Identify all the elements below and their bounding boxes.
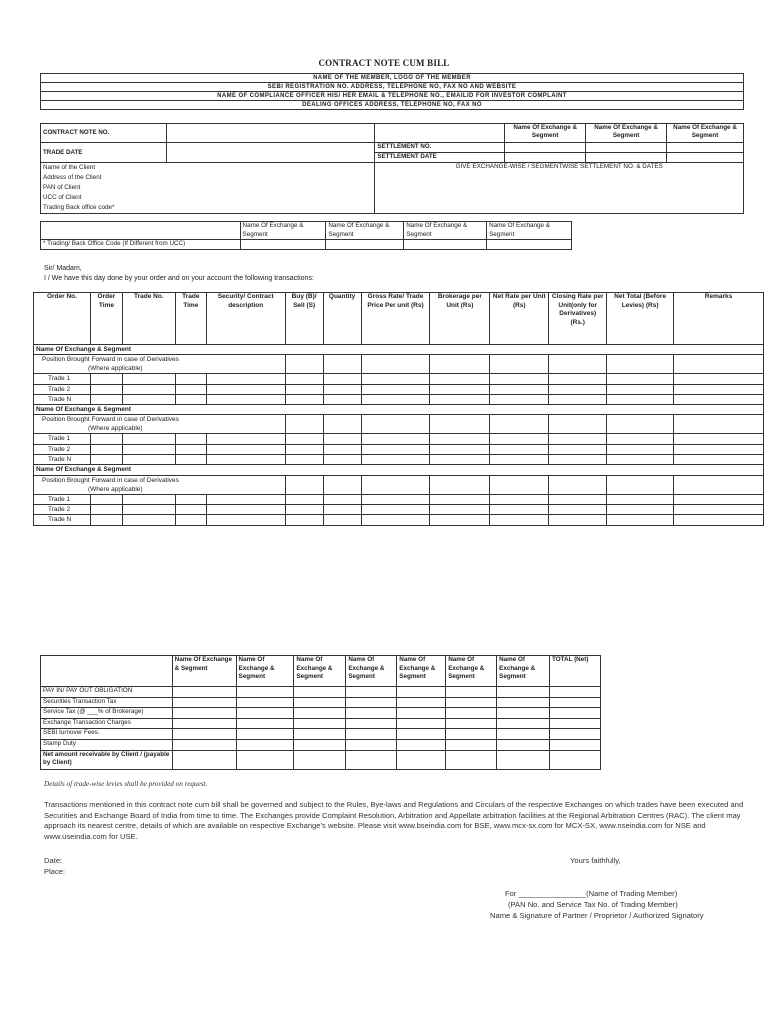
- table-cell[interactable]: [346, 708, 397, 719]
- table-cell[interactable]: [122, 444, 175, 454]
- table-cell[interactable]: [430, 355, 490, 374]
- legal-paragraph: Transactions mentioned in this contract note cum bill shall be governed and subject to the Rules, Bye-laws and Regulations and Circulars of the respective Exchanges on which trades have been executed and Securities and Exchange Board of India from time to time. The Exchanges provide Complaint Resolution, Arbitration and Appellate arbitration facilities at the Regional Arbitration Centres (RAC). The client may approach its nearest centre, details of which are available on respective Exchange’s website. Please visit www.bseindia.com for BSE, www.mcx-sx.com for MCX-SX, www.nseindia.com for NSE and www.useindia.com for USE.: [44, 800, 744, 841]
- trade-label: Trade 2: [34, 384, 91, 394]
- table-cell[interactable]: [549, 394, 607, 404]
- position-label-sub: (Where applicable): [88, 485, 143, 493]
- table-cell[interactable]: [490, 444, 549, 454]
- table-cell[interactable]: [397, 697, 446, 708]
- table-cell[interactable]: [549, 455, 607, 465]
- segment-row: [34, 405, 764, 415]
- table-cell[interactable]: [490, 355, 549, 374]
- exchange-header: Name Of Exchange & Segment: [240, 222, 326, 240]
- table-cell[interactable]: [90, 434, 122, 444]
- trade-row: [34, 504, 764, 514]
- obligation-label: Exchange Transaction Charges: [41, 718, 173, 729]
- settlement-note: GIVE EXCHANGE-WISE / SEGMENTWISE SETTLEMENT NO. & DATES: [375, 163, 744, 214]
- position-label-line: Position Brought Forward in case of Derivatives: [42, 356, 179, 364]
- table-cell[interactable]: [361, 444, 430, 454]
- exchange-header: Name Of Exchange & Segment: [505, 124, 586, 143]
- table-cell[interactable]: [549, 415, 607, 434]
- table-cell[interactable]: [607, 475, 674, 494]
- exchange-header: Name Of Exchange & Segment: [446, 656, 497, 687]
- table-cell[interactable]: [285, 475, 323, 494]
- table-cell[interactable]: [430, 504, 490, 514]
- table-cell[interactable]: [172, 739, 236, 750]
- table-cell[interactable]: [607, 415, 674, 434]
- position-label-line: Position Brought Forward in case of Derivatives: [42, 476, 179, 484]
- trade-label: Trade N: [34, 455, 91, 465]
- table-cell[interactable]: [90, 515, 122, 525]
- table-cell[interactable]: [285, 494, 323, 504]
- table-cell[interactable]: [607, 504, 674, 514]
- trade-row: [34, 394, 764, 404]
- column-header: Closing Rate per Unit(only for Derivatives) (Rs.): [549, 293, 607, 345]
- signature-line-1: For ________________(Name of Trading Member): [505, 889, 678, 898]
- column-header: Gross Rate/ Trade Price Per unit (Rs): [361, 293, 430, 345]
- table-cell[interactable]: [549, 434, 607, 444]
- details-note: Details of trade-wise levies shall be provided on request.: [44, 780, 208, 788]
- column-header: Net Total (Before Levies) (Rs): [607, 293, 674, 345]
- table-cell[interactable]: [90, 494, 122, 504]
- table-cell[interactable]: [285, 415, 323, 434]
- trade-label: Trade 2: [34, 444, 91, 454]
- table-cell[interactable]: [430, 475, 490, 494]
- table-cell[interactable]: [172, 729, 236, 740]
- table-cell[interactable]: [172, 708, 236, 719]
- header-line: SEBI REGISTRATION NO. ADDRESS, TELEPHONE NO, FAX NO AND WEBSITE: [41, 83, 744, 92]
- table-cell[interactable]: [236, 729, 294, 740]
- table-cell[interactable]: [175, 374, 206, 384]
- table-cell[interactable]: [294, 718, 346, 729]
- table-cell[interactable]: [122, 494, 175, 504]
- table-cell[interactable]: [497, 687, 550, 698]
- backoffice-code-footnote: * Trading/ Back Office Code (If Different from UCC): [41, 240, 241, 250]
- table-cell[interactable]: [122, 384, 175, 394]
- obligation-row: [41, 697, 601, 708]
- table-cell[interactable]: [397, 718, 446, 729]
- table-cell[interactable]: [236, 718, 294, 729]
- column-header: Brokerage per Unit (Rs): [430, 293, 490, 345]
- trading-backoffice-code-label: Trading Back office code*: [43, 204, 115, 211]
- table-cell[interactable]: [497, 718, 550, 729]
- table-cell[interactable]: [236, 739, 294, 750]
- table-cell[interactable]: [175, 394, 206, 404]
- table-cell[interactable]: [430, 515, 490, 525]
- table-cell[interactable]: [549, 515, 607, 525]
- trade-label: Trade N: [34, 394, 91, 404]
- contract-info-table: [40, 123, 744, 214]
- table-cell[interactable]: [446, 708, 497, 719]
- table-cell[interactable]: [122, 504, 175, 514]
- trade-label: Trade 1: [34, 434, 91, 444]
- signature-line-3: Name & Signature of Partner / Proprietor / Authorized Signatory: [490, 911, 704, 920]
- column-header: Trade Time: [175, 293, 206, 345]
- exchange-header: Name Of Exchange & Segment: [404, 222, 487, 240]
- table-cell[interactable]: [346, 739, 397, 750]
- table-cell[interactable]: [490, 394, 549, 404]
- header-line: NAME OF THE MEMBER, LOGO OF THE MEMBER: [41, 74, 744, 83]
- salutation: Sir/ Madam,: [44, 265, 82, 272]
- table-cell[interactable]: [323, 434, 361, 444]
- trade-date-value[interactable]: [166, 143, 375, 163]
- table-cell[interactable]: [122, 374, 175, 384]
- table-cell[interactable]: [674, 475, 764, 494]
- table-cell[interactable]: [446, 697, 497, 708]
- table-cell[interactable]: [172, 687, 236, 698]
- client-details: [41, 163, 375, 214]
- table-cell[interactable]: [361, 455, 430, 465]
- table-cell[interactable]: [497, 697, 550, 708]
- table-cell[interactable]: [122, 434, 175, 444]
- table-cell[interactable]: [446, 739, 497, 750]
- table-cell[interactable]: [446, 687, 497, 698]
- table-cell[interactable]: [122, 515, 175, 525]
- table-cell[interactable]: [206, 515, 285, 525]
- position-brought-forward-label: [34, 415, 286, 434]
- table-cell[interactable]: [549, 475, 607, 494]
- segment-row: [34, 465, 764, 475]
- table-cell[interactable]: [361, 355, 430, 374]
- settlement-date-label: SETTLEMENT DATE: [375, 153, 505, 163]
- segment-label: Name Of Exchange & Segment: [34, 345, 764, 355]
- trades-header-row: [34, 293, 764, 345]
- table-cell[interactable]: [285, 434, 323, 444]
- table-cell[interactable]: [175, 444, 206, 454]
- table-cell[interactable]: [323, 444, 361, 454]
- table-cell[interactable]: [90, 455, 122, 465]
- table-cell[interactable]: [361, 494, 430, 504]
- table-cell[interactable]: [90, 394, 122, 404]
- trade-row: [34, 384, 764, 394]
- table-cell[interactable]: [175, 494, 206, 504]
- contract-note-no-label: CONTRACT NOTE NO.: [41, 124, 167, 143]
- position-brought-forward-label: [34, 355, 286, 374]
- table-cell[interactable]: [397, 739, 446, 750]
- table-cell[interactable]: [122, 455, 175, 465]
- table-cell[interactable]: [175, 504, 206, 514]
- table-cell[interactable]: [361, 475, 430, 494]
- position-row: [34, 415, 764, 434]
- table-cell[interactable]: [674, 515, 764, 525]
- client-ucc-label: UCC of Client: [43, 194, 82, 201]
- table-cell[interactable]: [607, 444, 674, 454]
- table-cell[interactable]: [323, 384, 361, 394]
- exchange-header: Name Of Exchange & Segment: [294, 656, 346, 687]
- table-cell[interactable]: [206, 434, 285, 444]
- table-cell[interactable]: [674, 455, 764, 465]
- table-cell[interactable]: [550, 697, 601, 708]
- table-cell[interactable]: [206, 444, 285, 454]
- exchange-header: Name Of Exchange & Segment: [172, 656, 236, 687]
- trade-row: [34, 515, 764, 525]
- table-cell[interactable]: [294, 708, 346, 719]
- contract-note-no-value[interactable]: [166, 124, 375, 143]
- table-cell[interactable]: [90, 384, 122, 394]
- net-amount-label: Net amount receivable by Client / (payable by Client): [41, 750, 173, 769]
- table-cell[interactable]: [361, 504, 430, 514]
- table-cell[interactable]: [90, 444, 122, 454]
- column-header: Remarks: [674, 293, 764, 345]
- table-cell[interactable]: [294, 739, 346, 750]
- table-cell[interactable]: [607, 374, 674, 384]
- position-label-sub: (Where applicable): [88, 365, 143, 373]
- client-name-label: Name of the Client: [43, 164, 96, 171]
- table-cell[interactable]: [607, 384, 674, 394]
- table-cell[interactable]: [490, 434, 549, 444]
- table-cell[interactable]: [323, 504, 361, 514]
- table-cell[interactable]: [285, 355, 323, 374]
- backoffice-code-table: [40, 221, 572, 250]
- table-cell[interactable]: [172, 697, 236, 708]
- table-cell[interactable]: [346, 687, 397, 698]
- trade-row: [34, 374, 764, 384]
- table-cell[interactable]: [550, 687, 601, 698]
- table-cell[interactable]: [285, 374, 323, 384]
- table-cell[interactable]: [294, 687, 346, 698]
- position-label-line: Position Brought Forward in case of Derivatives: [42, 416, 179, 424]
- intro-text: I / We have this day done by your order and on your account the following transactions:: [44, 275, 314, 282]
- column-header: Order No.: [34, 293, 91, 345]
- table-cell[interactable]: [346, 729, 397, 740]
- table-cell[interactable]: [323, 415, 361, 434]
- table-cell[interactable]: [361, 374, 430, 384]
- obligation-label: Service Tax (@ ___% of Brokerage): [41, 708, 173, 719]
- table-cell[interactable]: [323, 394, 361, 404]
- trade-label: Trade 1: [34, 374, 91, 384]
- header-line: DEALING OFFICES ADDRESS, TELEPHONE NO, FAX NO: [41, 101, 744, 110]
- table-cell[interactable]: [674, 444, 764, 454]
- table-cell[interactable]: [294, 729, 346, 740]
- column-header: Buy (B)/ Sell (S): [285, 293, 323, 345]
- table-cell[interactable]: [323, 374, 361, 384]
- table-cell[interactable]: [550, 708, 601, 719]
- table-cell[interactable]: [550, 729, 601, 740]
- column-header: Order Time: [90, 293, 122, 345]
- position-label-sub: (Where applicable): [88, 425, 143, 433]
- table-cell[interactable]: [361, 515, 430, 525]
- obligation-row: [41, 739, 601, 750]
- member-header-table: [40, 73, 744, 110]
- obligation-row: [41, 729, 601, 740]
- table-cell[interactable]: [397, 687, 446, 698]
- table-cell[interactable]: [285, 394, 323, 404]
- exchange-header: Name Of Exchange & Segment: [236, 656, 294, 687]
- table-cell[interactable]: [206, 394, 285, 404]
- table-cell[interactable]: [674, 415, 764, 434]
- table-cell[interactable]: [206, 494, 285, 504]
- table-cell[interactable]: [175, 434, 206, 444]
- table-cell[interactable]: [285, 384, 323, 394]
- blank-cell: [375, 124, 505, 143]
- table-cell[interactable]: [490, 415, 549, 434]
- table-cell[interactable]: [206, 504, 285, 514]
- table-cell[interactable]: [430, 384, 490, 394]
- table-cell[interactable]: [206, 455, 285, 465]
- obligation-table: [40, 655, 601, 770]
- table-cell[interactable]: [607, 455, 674, 465]
- table-cell[interactable]: [90, 504, 122, 514]
- table-cell[interactable]: [490, 374, 549, 384]
- table-cell[interactable]: [674, 384, 764, 394]
- table-cell[interactable]: [446, 718, 497, 729]
- table-cell[interactable]: [175, 384, 206, 394]
- table-cell[interactable]: [285, 515, 323, 525]
- column-header: Trade No.: [122, 293, 175, 345]
- table-cell[interactable]: [175, 455, 206, 465]
- obligation-label: Securities Transaction Tax: [41, 697, 173, 708]
- trade-row: [34, 494, 764, 504]
- obligation-row: [41, 687, 601, 698]
- table-cell[interactable]: [490, 494, 549, 504]
- table-cell[interactable]: [346, 718, 397, 729]
- table-cell[interactable]: [607, 515, 674, 525]
- column-header: Quantity: [323, 293, 361, 345]
- table-cell[interactable]: [430, 494, 490, 504]
- trade-label: Trade N: [34, 515, 91, 525]
- trade-row: [34, 455, 764, 465]
- table-cell[interactable]: [323, 355, 361, 374]
- table-cell[interactable]: [607, 434, 674, 444]
- table-cell[interactable]: [430, 455, 490, 465]
- table-cell[interactable]: [323, 494, 361, 504]
- table-cell[interactable]: [674, 374, 764, 384]
- table-cell[interactable]: [206, 374, 285, 384]
- exchange-header: Name Of Exchange & Segment: [487, 222, 572, 240]
- obligation-label: PAY IN/ PAY OUT OBLIGATION: [41, 687, 173, 698]
- table-cell[interactable]: [549, 355, 607, 374]
- trade-row: [34, 444, 764, 454]
- column-header: Security/ Contract description: [206, 293, 285, 345]
- table-cell[interactable]: [236, 708, 294, 719]
- table-cell[interactable]: [549, 444, 607, 454]
- table-cell[interactable]: [674, 494, 764, 504]
- table-cell[interactable]: [346, 697, 397, 708]
- obligation-label: Stamp Duty: [41, 739, 173, 750]
- table-cell[interactable]: [607, 494, 674, 504]
- table-cell[interactable]: [361, 394, 430, 404]
- trade-label: Trade 2: [34, 504, 91, 514]
- segment-row: [34, 345, 764, 355]
- table-cell[interactable]: [497, 729, 550, 740]
- position-brought-forward-label: [34, 475, 286, 494]
- table-cell[interactable]: [430, 374, 490, 384]
- exchange-header: Name Of Exchange & Segment: [586, 124, 667, 143]
- table-cell[interactable]: [549, 504, 607, 514]
- exchange-header: Name Of Exchange & Segment: [346, 656, 397, 687]
- obligation-row: [41, 708, 601, 719]
- trades-table: [33, 292, 764, 526]
- table-cell[interactable]: [607, 394, 674, 404]
- table-cell[interactable]: [206, 384, 285, 394]
- header-line: NAME OF COMPLIANCE OFFICER HIS/ HER EMAIL & TELEPHONE NO., EMAILID FOR INVESTOR COMPLAINT: [41, 92, 744, 101]
- table-cell[interactable]: [490, 384, 549, 394]
- table-cell[interactable]: [285, 504, 323, 514]
- table-cell[interactable]: [549, 494, 607, 504]
- exchange-header: Name Of Exchange & Segment: [667, 124, 744, 143]
- table-cell[interactable]: [397, 708, 446, 719]
- table-cell[interactable]: [361, 434, 430, 444]
- table-cell[interactable]: [430, 434, 490, 444]
- table-cell[interactable]: [175, 515, 206, 525]
- total-net-header: TOTAL (Net): [550, 656, 601, 687]
- place-label: Place:: [44, 867, 66, 876]
- table-cell[interactable]: [323, 475, 361, 494]
- table-cell[interactable]: [490, 475, 549, 494]
- table-cell[interactable]: [430, 415, 490, 434]
- table-cell[interactable]: [430, 394, 490, 404]
- table-cell[interactable]: [90, 374, 122, 384]
- table-cell[interactable]: [397, 729, 446, 740]
- trade-label: Trade 1: [34, 494, 91, 504]
- table-cell[interactable]: [490, 515, 549, 525]
- table-cell[interactable]: [361, 415, 430, 434]
- table-cell[interactable]: [674, 394, 764, 404]
- position-row: [34, 475, 764, 494]
- trade-row: [34, 434, 764, 444]
- table-cell[interactable]: [497, 708, 550, 719]
- table-cell[interactable]: [122, 394, 175, 404]
- yours-faithfully: Yours faithfully,: [570, 856, 621, 865]
- trade-date-label: TRADE DATE: [41, 143, 167, 163]
- table-cell[interactable]: [294, 697, 346, 708]
- table-cell[interactable]: [490, 455, 549, 465]
- obligation-row: [41, 718, 601, 729]
- table-cell[interactable]: [285, 455, 323, 465]
- document-title: CONTRACT NOTE CUM BILL: [318, 58, 450, 68]
- table-cell[interactable]: [172, 718, 236, 729]
- table-cell[interactable]: [285, 444, 323, 454]
- table-cell[interactable]: [236, 687, 294, 698]
- date-label: Date:: [44, 856, 63, 865]
- table-cell[interactable]: [550, 718, 601, 729]
- exchange-header: Name Of Exchange & Segment: [326, 222, 404, 240]
- table-cell[interactable]: [674, 355, 764, 374]
- client-address-label: Address of the Client: [43, 174, 102, 181]
- exchange-header: Name Of Exchange & Segment: [397, 656, 446, 687]
- column-header: Net Rate per Unit (Rs): [490, 293, 549, 345]
- exchange-header: Name Of Exchange & Segment: [497, 656, 550, 687]
- table-cell[interactable]: [361, 384, 430, 394]
- table-cell[interactable]: [323, 515, 361, 525]
- table-cell[interactable]: [236, 697, 294, 708]
- table-cell[interactable]: [607, 355, 674, 374]
- table-cell[interactable]: [674, 504, 764, 514]
- segment-label: Name Of Exchange & Segment: [34, 405, 764, 415]
- segment-label: Name Of Exchange & Segment: [34, 465, 764, 475]
- client-pan-label: PAN of Client: [43, 184, 81, 191]
- table-cell[interactable]: [549, 374, 607, 384]
- position-row: [34, 355, 764, 374]
- table-cell[interactable]: [490, 504, 549, 514]
- obligation-label: SEBI turnover Fees.: [41, 729, 173, 740]
- signature-line-2: (PAN No. and Service Tax No. of Trading Member): [508, 900, 678, 909]
- table-cell[interactable]: [323, 455, 361, 465]
- table-cell[interactable]: [674, 434, 764, 444]
- table-cell[interactable]: [430, 444, 490, 454]
- table-cell[interactable]: [549, 384, 607, 394]
- table-cell[interactable]: [446, 729, 497, 740]
- table-cell[interactable]: [497, 739, 550, 750]
- table-cell[interactable]: [550, 739, 601, 750]
- settlement-no-label: SETTLEMENT NO.: [375, 143, 505, 153]
